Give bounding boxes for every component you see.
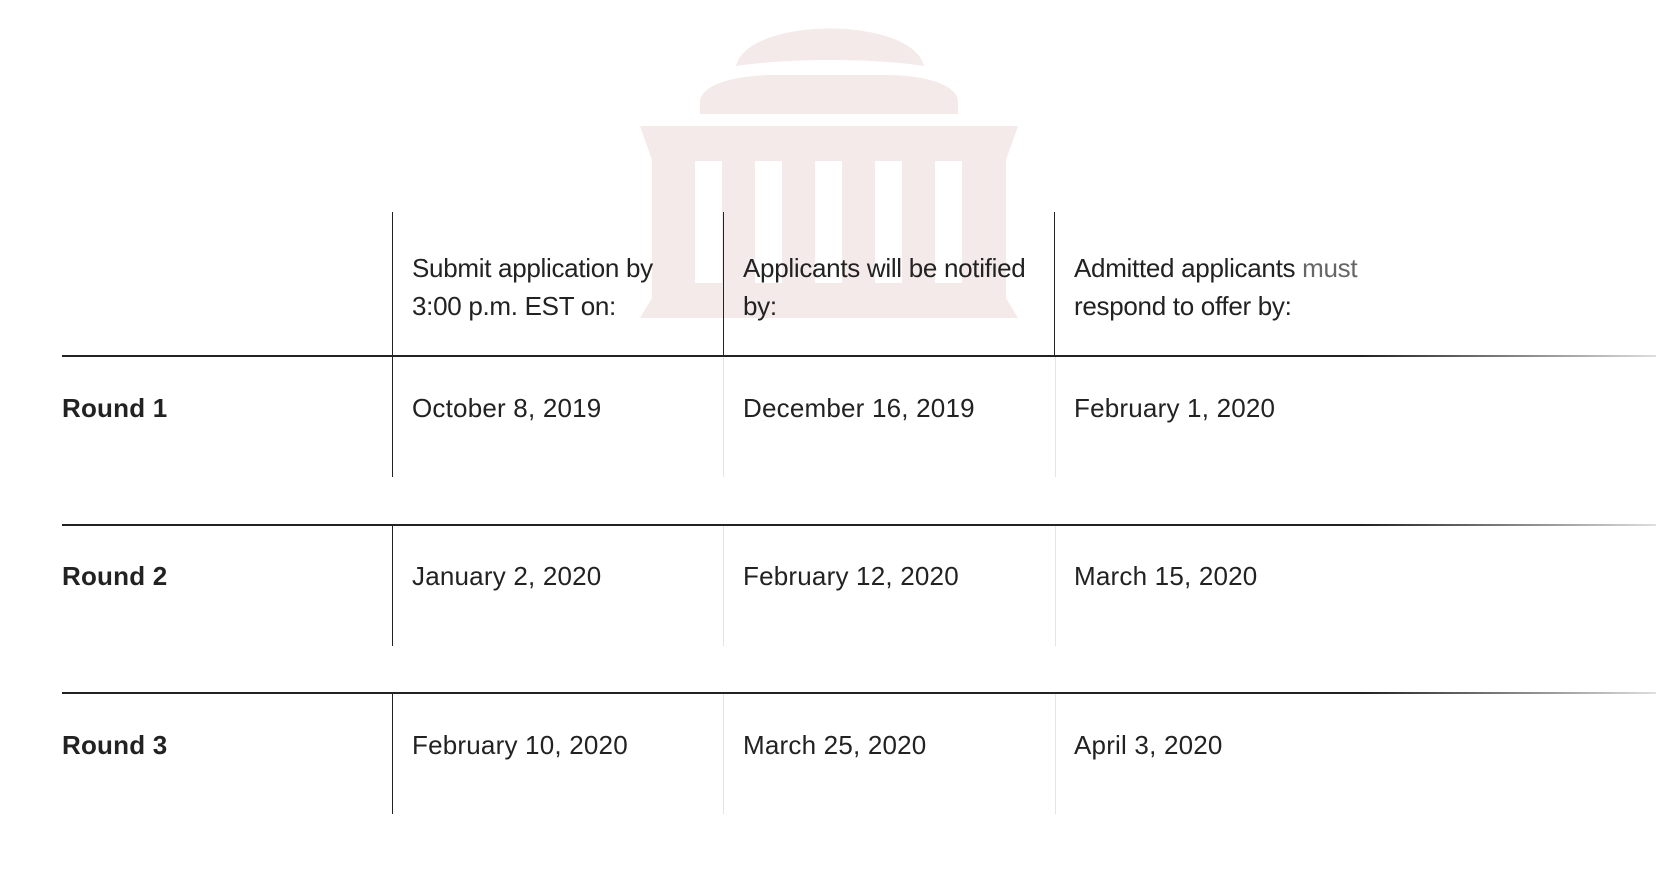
row-divider bbox=[1055, 526, 1056, 646]
row-divider bbox=[392, 357, 393, 477]
respond-date: February 1, 2020 bbox=[1074, 393, 1276, 423]
header-submit-line1: Submit application by bbox=[412, 253, 653, 283]
header-respond bbox=[1074, 249, 1374, 325]
respond-date: March 15, 2020 bbox=[1074, 561, 1258, 591]
header-divider bbox=[392, 212, 393, 356]
header-notified bbox=[743, 249, 1043, 325]
header-submit-line2: 3:00 p.m. EST on: bbox=[412, 291, 616, 321]
round-label: Round 2 bbox=[62, 561, 168, 591]
row-divider bbox=[723, 694, 724, 814]
respond-date: April 3, 2020 bbox=[1074, 730, 1223, 760]
row-rule bbox=[62, 355, 1656, 357]
row-rule bbox=[62, 524, 1656, 526]
header-notified-line1: Applicants will be notified bbox=[743, 253, 1026, 283]
row-divider bbox=[1055, 357, 1056, 477]
header-divider bbox=[723, 212, 724, 356]
header-respond-line2: respond to offer by: bbox=[1074, 291, 1292, 321]
row-divider bbox=[723, 526, 724, 646]
notify-date: March 25, 2020 bbox=[743, 730, 927, 760]
header-submit bbox=[412, 249, 712, 325]
header-divider bbox=[1054, 212, 1055, 356]
notify-date: December 16, 2019 bbox=[743, 393, 975, 423]
header-respond-line1 bbox=[1074, 249, 1374, 287]
round-label: Round 1 bbox=[62, 393, 168, 423]
row-divider bbox=[392, 526, 393, 646]
row-divider bbox=[723, 357, 724, 477]
header-respond-line1-main: Admitted applicants bbox=[1074, 253, 1296, 283]
round-label: Round 3 bbox=[62, 730, 168, 760]
row-divider bbox=[1055, 694, 1056, 814]
header-notified-line2: by: bbox=[743, 291, 777, 321]
row-divider bbox=[392, 694, 393, 814]
submit-date: February 10, 2020 bbox=[412, 730, 628, 760]
submit-date: October 8, 2019 bbox=[412, 393, 602, 423]
header-respond-line1-fade: must bbox=[1295, 253, 1358, 283]
row-rule bbox=[62, 692, 1656, 694]
notify-date: February 12, 2020 bbox=[743, 561, 959, 591]
submit-date: January 2, 2020 bbox=[412, 561, 602, 591]
